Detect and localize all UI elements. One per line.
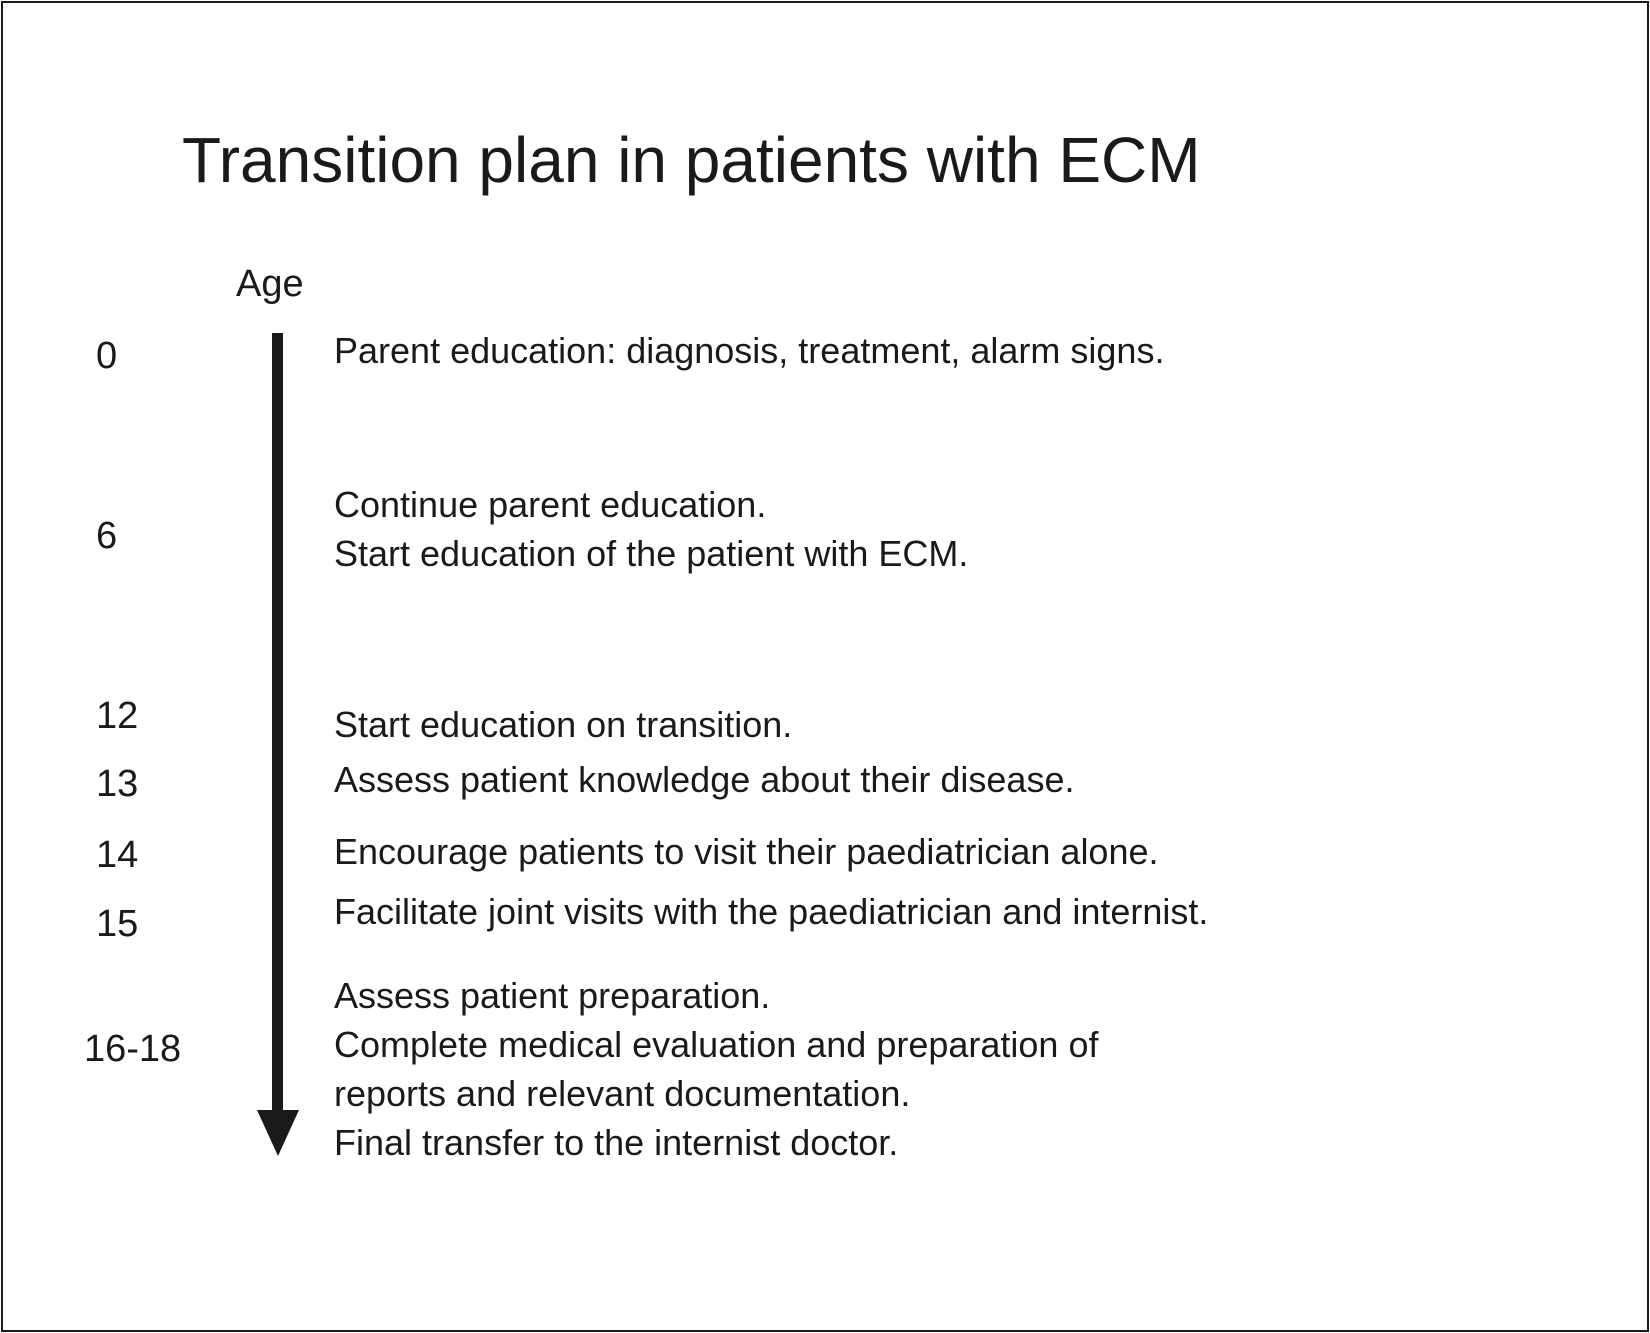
stage-description-12 (334, 700, 792, 749)
age-label-13: 13 (96, 763, 139, 805)
age-label-12: 12 (96, 695, 139, 737)
stage-line: Assess patient preparation. (334, 975, 771, 1016)
timeline-arrow-head (257, 1110, 299, 1156)
stage-line: Start education on transition. (334, 704, 793, 745)
stage-line: Start education of the patient with ECM. (334, 533, 969, 574)
stage-line: Parent education: diagnosis, treatment, alarm signs. (334, 330, 1165, 371)
stage-line: Continue parent education. (334, 484, 767, 525)
figure-title: Transition plan in patients with ECM (182, 124, 1201, 196)
timeline-arrow-shaft (272, 333, 283, 1125)
stage-description-15 (334, 887, 1208, 936)
age-label-0: 0 (96, 335, 118, 377)
stage-line: Final transfer to the internist doctor. (334, 1122, 899, 1163)
stage-description-14 (334, 827, 1159, 876)
stage-line: Encourage patients to visit their paediatrician alone. (334, 831, 1159, 872)
stage-line: Facilitate joint visits with the paediatrician and internist. (334, 891, 1209, 932)
age-label-15: 15 (96, 903, 139, 945)
stage-description-0 (334, 326, 1164, 375)
stage-line: reports and relevant documentation. (334, 1073, 911, 1114)
stage-line: Assess patient knowledge about their disease. (334, 759, 1075, 800)
stage-description-16-18 (334, 971, 1098, 1167)
age-label-16-18: 16-18 (84, 1028, 182, 1070)
stage-description-6 (334, 480, 968, 578)
age-axis-label: Age (236, 263, 304, 305)
age-label-14: 14 (96, 834, 139, 876)
stage-description-13 (334, 755, 1074, 804)
stage-line: Complete medical evaluation and preparation of (334, 1024, 1099, 1065)
age-label-6: 6 (96, 515, 118, 557)
